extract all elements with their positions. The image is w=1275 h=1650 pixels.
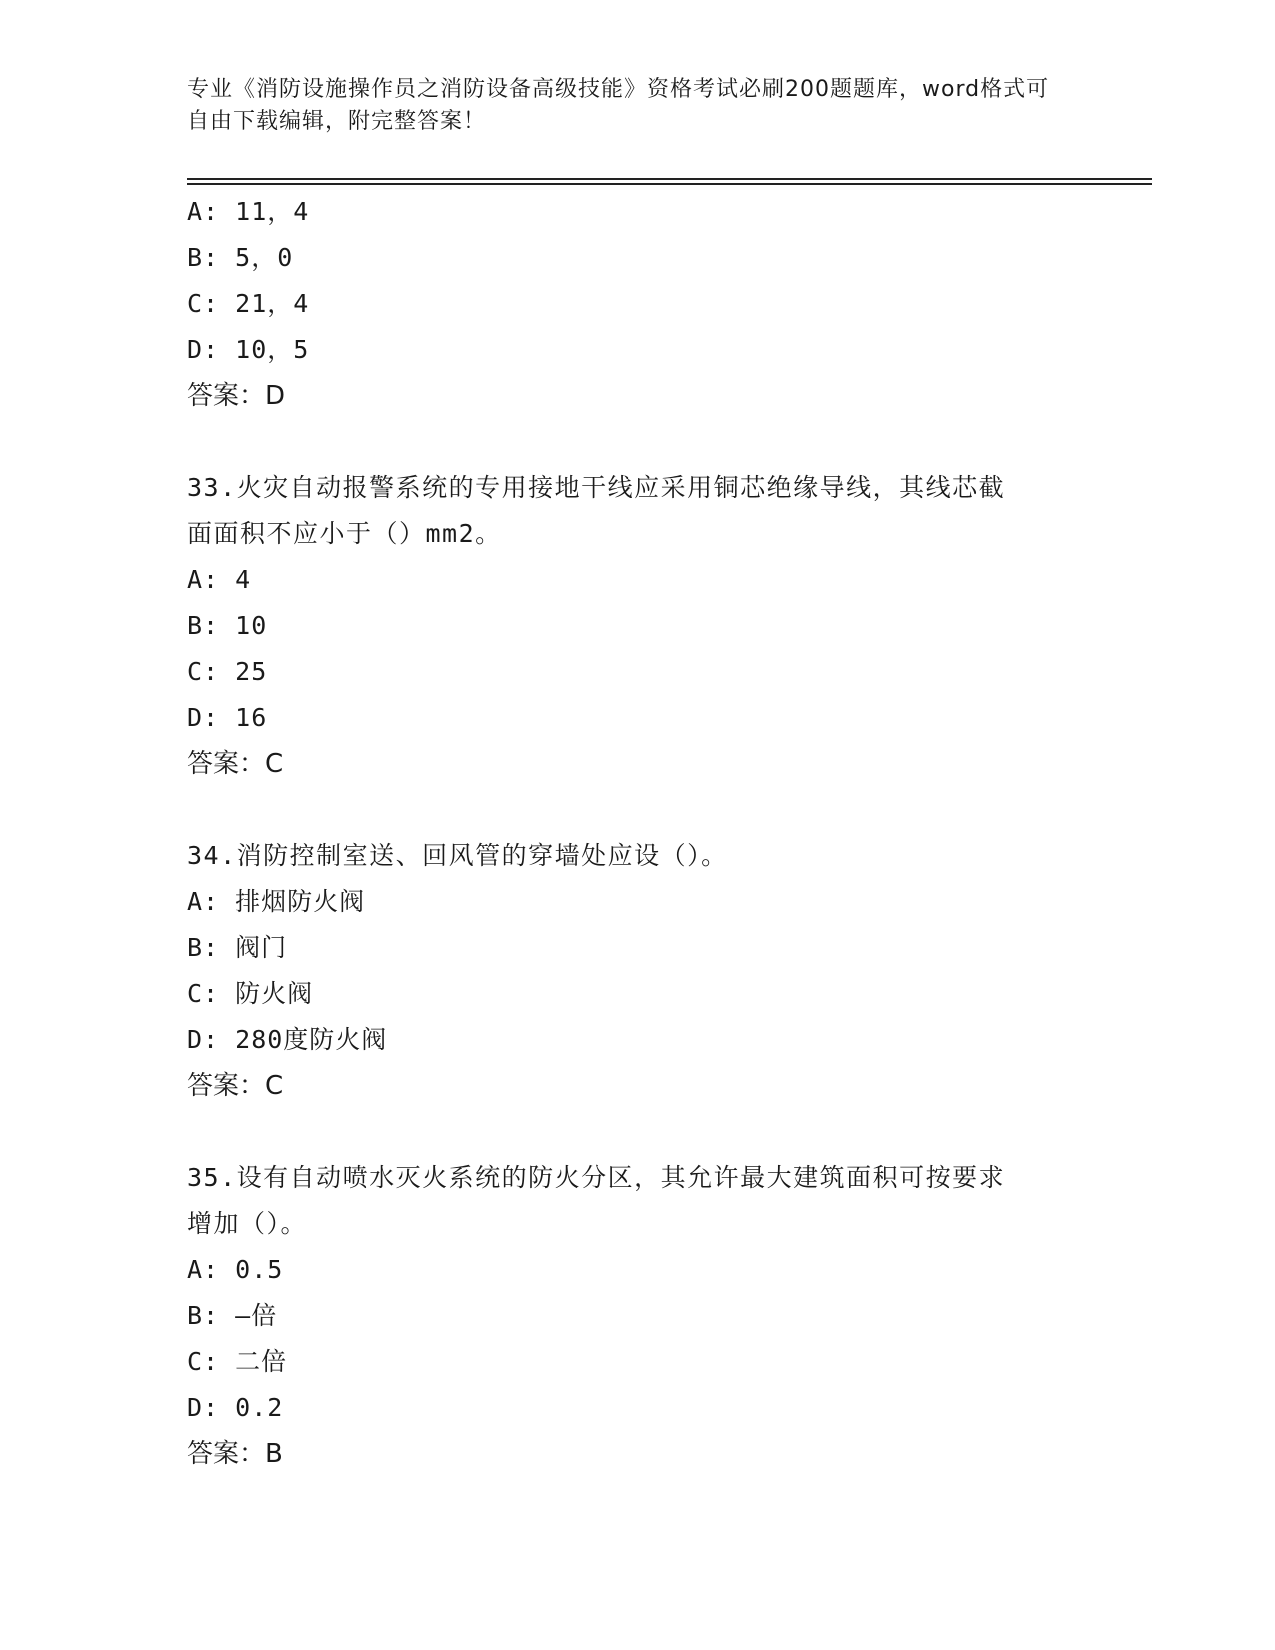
option-b: B: —倍 — [187, 1301, 278, 1330]
option-c: C: 防火阀 — [187, 979, 314, 1008]
prev-question-block — [187, 189, 1087, 419]
option-b: B: 10 — [187, 611, 268, 640]
option-a: A: 排烟防火阀 — [187, 887, 366, 916]
spacer — [187, 1109, 1087, 1155]
option-b: B: 阀门 — [187, 933, 288, 962]
answer-line: 答案：C — [187, 749, 284, 779]
answer-line: 答案：B — [187, 1439, 283, 1469]
question-33 — [187, 465, 1087, 787]
option-c: C: 21，4 — [187, 289, 310, 318]
option-d: D: 16 — [187, 703, 268, 732]
option-d: D: 0.2 — [187, 1393, 284, 1422]
question-text-line2: 增加（）。 — [187, 1209, 308, 1238]
option-c: C: 25 — [187, 657, 268, 686]
option-a: A: 4 — [187, 565, 252, 594]
question-34 — [187, 833, 1087, 1109]
option-d: D: 280度防火阀 — [187, 1025, 388, 1054]
option-a: A: 0.5 — [187, 1255, 284, 1284]
question-text-line1: 34.消防控制室送、回风管的穿墙处应设（）。 — [187, 841, 728, 870]
option-a: A: 11，4 — [187, 197, 310, 226]
question-text-line1: 33.火灾自动报警系统的专用接地干线应采用铜芯绝缘导线，其线芯截 — [187, 473, 1006, 502]
spacer — [187, 419, 1087, 465]
answer-line: 答案：C — [187, 1071, 284, 1101]
spacer — [187, 787, 1087, 833]
header-title: 专业《消防设施操作员之消防设备高级技能》资格考试必刷200题题库，word格式可自由下载编辑，附完整答案！ — [187, 77, 1050, 134]
option-c: C: 二倍 — [187, 1347, 288, 1376]
question-content — [187, 189, 1087, 1477]
question-35 — [187, 1155, 1087, 1477]
header-divider-top — [187, 178, 1152, 180]
document-header — [187, 74, 1067, 138]
answer-line: 答案：D — [187, 381, 286, 411]
header-divider-bottom — [187, 183, 1152, 185]
option-d: D: 10，5 — [187, 335, 310, 364]
question-text-line1: 35.设有自动喷水灭火系统的防火分区，其允许最大建筑面积可按要求 — [187, 1163, 1006, 1192]
question-text-line2: 面面积不应小于（）mm2。 — [187, 519, 502, 548]
option-b: B: 5，0 — [187, 243, 294, 272]
